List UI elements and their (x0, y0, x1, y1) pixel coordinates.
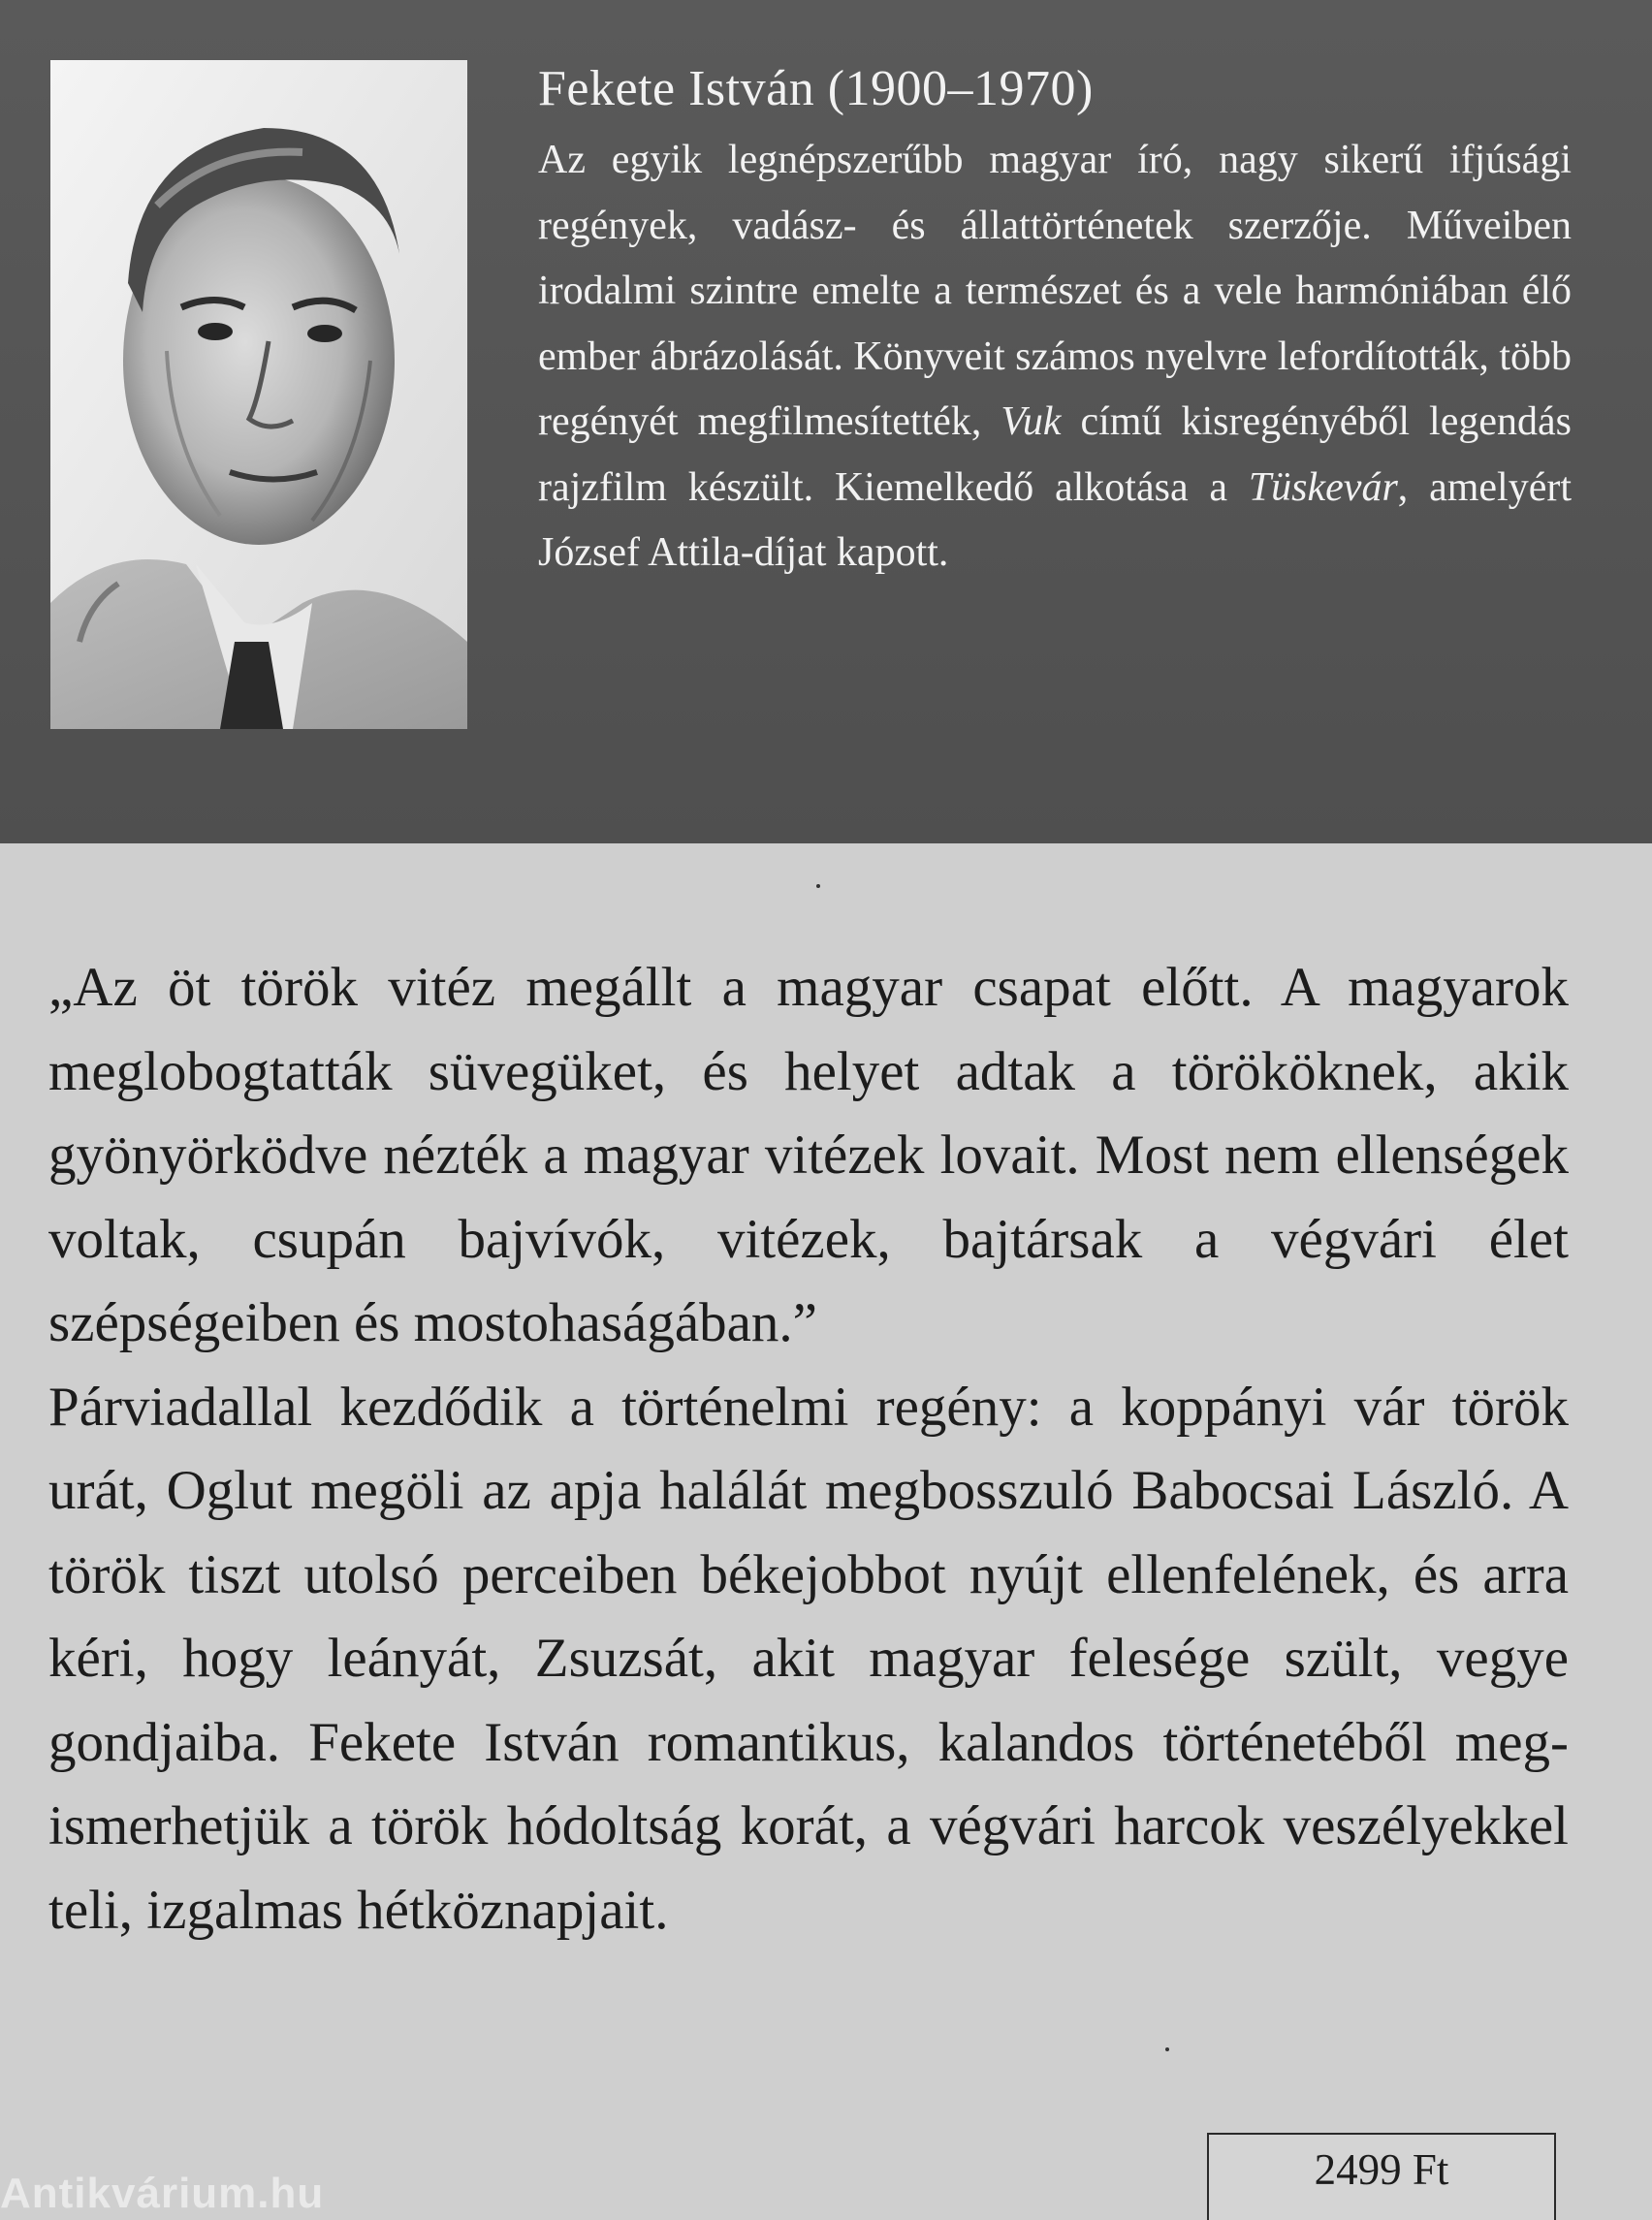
portrait-image (50, 60, 467, 729)
price-label (1207, 2133, 1556, 2220)
author-portrait-photo (50, 60, 467, 729)
print-speck (816, 884, 820, 888)
book-quote: „Az öt török vitéz megállt a magyar csapat előtt. A magyarok meglobogtatták süvegüket, és helyet adtak a törököknek, akik gyönyörködve nézték a magyar vitézek lovait. Most nem ellenségek voltak, csupán bajvívók, vitézek, bajtársak a végvári élet szépségeiben és mostohaságában.” (48, 957, 1569, 1353)
author-bio-text (538, 128, 1572, 587)
blurb (48, 946, 1569, 1952)
watermark: Antikvárium.hu (0, 2170, 325, 2217)
print-speck (1165, 2047, 1169, 2051)
author-title: Fekete István (1900–1970) (538, 61, 1094, 116)
author-panel (0, 0, 1652, 843)
book-title-vuk: Vuk (1001, 399, 1062, 444)
bio-part: Az egyik legnépszerűbb magyar író, nagy sikerű ifjúsági regények, vadász- és állattörténetek szerzője. Műveiben irodalmi szintre emelte a természet és a vele harmóniában élő ember ábrázolását. Könyveit számos nyelvre lefordították, több regényét megfilmesítették, (538, 138, 1572, 444)
price-value: 2499 Ft (1314, 2145, 1449, 2194)
author-bio (538, 54, 1572, 587)
bio-part: című kisregényéből legendás rajzfilm készült. Kiemelkedő alkotása a (538, 399, 1572, 510)
book-title-tuskevar: Tüskevár (1248, 464, 1398, 510)
bio-part: , amelyért József Attila-díjat kapott. (538, 464, 1572, 575)
book-summary: Párviadallal kezdődik a történelmi regény: a koppányi vár török urát, Oglut megöli az apja halálát megbosszuló Babocsai László. A török tiszt utolsó perceiben békejobbot nyújt ellenfelének, és arra kéri, hogy leányát, Zsuzsát, akit magyar felesége szült, vegye gondjaiba. Fekete István romantikus, kalandos történetéből megismerhetjük a török hódoltság korát, a végvári harcok veszélyekkel teli, izgalmas hétköznapjait. (48, 1376, 1569, 1941)
